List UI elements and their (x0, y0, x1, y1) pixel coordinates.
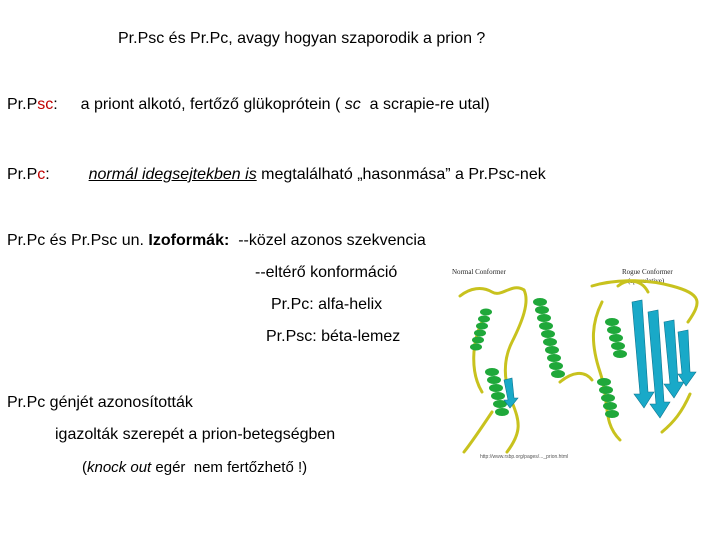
page-title: Pr.Psc és Pr.Pc, avagy hogyan szaporodik a prion ? (118, 30, 486, 47)
prpsc-term-suffix: sc (37, 96, 54, 113)
beta-strand-4 (678, 330, 696, 386)
beta-sheets (504, 300, 696, 418)
prpc-term-suffix: c (37, 166, 46, 183)
prpc-colon: : (45, 166, 50, 183)
helix-2 (533, 298, 565, 378)
figure-credit: http://www.rsbp.org/pages/..._prion.html (480, 454, 569, 460)
figure-label-normal: Normal Conformer (452, 268, 506, 276)
figure-label-speculative: (speculative) (628, 277, 665, 285)
helix-5 (597, 378, 619, 418)
prpc-term (7, 166, 50, 183)
prpc-def-after: megtalálható „hasonmása” a Pr.Psc-nek (256, 166, 546, 183)
prpc-term-prefix: Pr.P (7, 166, 38, 183)
prpsc-term (7, 96, 58, 113)
isoform-item-conformation: --eltérő konformáció (255, 264, 398, 281)
helix-1 (470, 309, 492, 351)
prpc-emphasis: normál idegsejtekben is (88, 166, 257, 183)
alpha-helices (470, 298, 627, 418)
isoform-keyword: Izoformák: (148, 232, 230, 249)
prion-structure-figure (452, 262, 712, 462)
prpsc-line (7, 96, 490, 114)
helix-4 (605, 318, 627, 358)
prpsc-definition (81, 96, 490, 113)
isoform-lead: Pr.Pc és Pr.Psc un. (7, 232, 149, 249)
isoform-item-beta: Pr.Psc: béta-lemez (266, 328, 401, 345)
isoform-line (7, 232, 426, 250)
gene-line-1: Pr.Pc génjét azonosították (7, 394, 193, 411)
prpsc-term-prefix: Pr.P (7, 96, 38, 113)
figure-label-rogue: Rogue Conformer (622, 268, 673, 276)
gene-line-3 (82, 459, 307, 476)
isoform-item-alpha: Pr.Pc: alfa-helix (271, 296, 383, 313)
prpsc-def-before: a priont alkotó, fertőző glükoprótein ( (80, 96, 345, 113)
prpsc-def-after: a scrapie-re utal) (360, 96, 490, 113)
isoform-item-sequence: --közel azonos szekvencia (229, 232, 426, 249)
prpsc-colon: : (53, 96, 58, 113)
gene-line-3-open: ( (82, 459, 87, 476)
gene-line-3-italic: knock out (87, 459, 152, 476)
prpc-line (7, 166, 546, 184)
prpsc-sc: sc (344, 96, 361, 113)
gene-line-2: igazolták szerepét a prion-betegségben (55, 426, 336, 443)
gene-line-3-rest: egér nem fertőzhető !) (151, 459, 308, 476)
